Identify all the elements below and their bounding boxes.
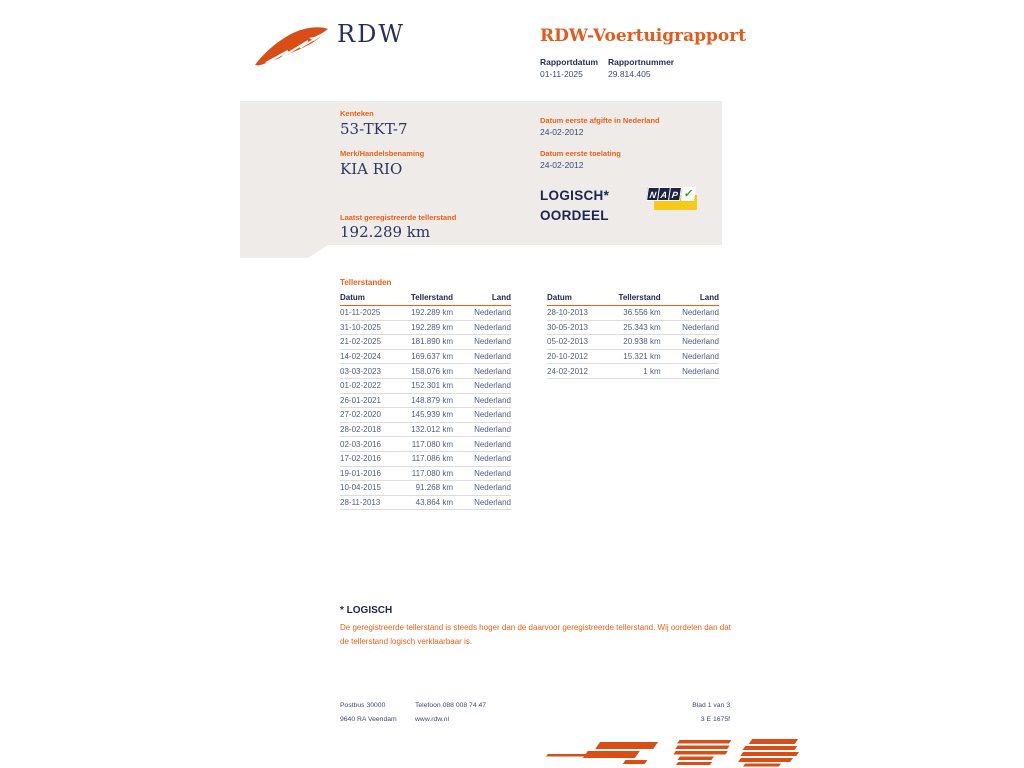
table-cell: 117.086 km	[400, 451, 453, 466]
report-number-value: 29.814.405	[608, 69, 651, 79]
table-cell: 14-02-2024	[340, 349, 400, 364]
table-cell: 28-11-2013	[340, 495, 400, 510]
toelating-value: 24-02-2012	[540, 160, 584, 170]
table-cell: 158.076 km	[400, 364, 453, 379]
table-row	[340, 466, 511, 481]
table-cell: 28-02-2018	[340, 422, 400, 437]
table-cell: Nederland	[453, 320, 511, 335]
table-cell: 152.301 km	[400, 378, 453, 393]
report-number-label: Rapportnummer	[608, 57, 675, 67]
footer-website: www.rdw.nl	[415, 716, 449, 723]
table-cell: 24-02-2012	[547, 364, 607, 379]
table-row	[340, 495, 511, 510]
table-row	[547, 364, 719, 379]
table-row	[547, 349, 719, 364]
table-cell: 30-05-2013	[547, 320, 607, 335]
logisch-heading: * LOGISCH	[340, 605, 393, 616]
table-cell: Nederland	[453, 393, 511, 408]
kenteken-value: 53-TKT-7	[340, 120, 408, 138]
table-cell: 169.637 km	[400, 349, 453, 364]
table-row	[340, 422, 511, 437]
table-row	[340, 437, 511, 452]
table-cell: Nederland	[453, 466, 511, 481]
table-cell: 19-01-2016	[340, 466, 400, 481]
table-row	[547, 306, 719, 321]
col-header-tellerstand: Tellerstand	[607, 291, 660, 306]
table-cell: Nederland	[453, 495, 511, 510]
table-cell: 117.080 km	[400, 437, 453, 452]
table-cell: 145.939 km	[400, 408, 453, 423]
table-row	[340, 364, 511, 379]
table-cell: 03-03-2023	[340, 364, 400, 379]
table-cell: 25.343 km	[607, 320, 660, 335]
table-row	[340, 335, 511, 350]
table-cell: 20.938 km	[607, 335, 660, 350]
tables-title: Tellerstanden	[340, 278, 392, 287]
table-cell: Nederland	[661, 364, 719, 379]
table-cell: 181.890 km	[400, 335, 453, 350]
table-row	[340, 349, 511, 364]
odometer-table-right	[547, 291, 719, 379]
table-row	[547, 320, 719, 335]
table-cell: Nederland	[453, 408, 511, 423]
table-row	[340, 320, 511, 335]
afgifte-value: 24-02-2012	[540, 127, 584, 137]
footer-page-number: Blad 1 van 3	[692, 702, 730, 709]
report-date-label: Rapportdatum	[540, 57, 599, 67]
table-cell: Nederland	[661, 349, 719, 364]
table-cell: 26-01-2021	[340, 393, 400, 408]
col-header-land: Land	[661, 291, 719, 306]
table-cell: Nederland	[661, 320, 719, 335]
table-row	[340, 481, 511, 496]
odometer-table-left	[340, 291, 511, 510]
table-cell: 192.289 km	[400, 306, 453, 321]
table-row	[340, 393, 511, 408]
nap-logo	[647, 186, 699, 213]
table-cell: Nederland	[453, 349, 511, 364]
table-cell: 05-02-2013	[547, 335, 607, 350]
table-cell: 91.268 km	[400, 481, 453, 496]
kenteken-label: Kenteken	[340, 109, 374, 118]
table-cell: 17-02-2016	[340, 451, 400, 466]
afgifte-label: Datum eerste afgifte in Nederland	[540, 116, 660, 125]
logisch-explanation: De geregistreerde tellerstand is steeds hoger dan de daarvoor geregistreerde tellerstand. Wij oordelen dan dat de tellerstand logisch verklaarbaar is.	[340, 623, 731, 646]
table-header-row	[547, 291, 719, 306]
footer-phone: Telefoon 088 008 74 47	[415, 702, 487, 709]
oordeel-line2: OORDEEL	[540, 208, 609, 223]
table-cell: Nederland	[453, 437, 511, 452]
table-row	[340, 451, 511, 466]
table-cell: Nederland	[453, 378, 511, 393]
table-cell: Nederland	[453, 422, 511, 437]
rdw-logo-icon	[252, 24, 334, 68]
merk-value: KIA RIO	[340, 160, 403, 178]
footer-form-code: 3 E 1675f	[700, 716, 730, 723]
oordeel-line1: LOGISCH*	[540, 188, 610, 203]
table-cell: 01-11-2025	[340, 306, 400, 321]
table-cell: 192.289 km	[400, 320, 453, 335]
rdw-wordmark: RDW	[337, 20, 405, 48]
page-title: RDW-Voertuigrapport	[540, 26, 747, 46]
tellerstand-value: 192.289 km	[340, 223, 431, 241]
footer-address-line1: Postbus 30000	[340, 702, 386, 709]
table-cell: 132.012 km	[400, 422, 453, 437]
table-header-row	[340, 291, 511, 306]
table-cell: Nederland	[661, 306, 719, 321]
table-cell: Nederland	[453, 364, 511, 379]
table-cell: 43.864 km	[400, 495, 453, 510]
table-row	[547, 335, 719, 350]
table-cell: 15.321 km	[607, 349, 660, 364]
table-cell: 20-10-2012	[547, 349, 607, 364]
report-date-value: 01-11-2025	[540, 69, 583, 79]
col-header-datum: Datum	[340, 291, 400, 306]
tellerstand-label: Laatst geregistreerde tellerstand	[340, 213, 457, 222]
table-cell: Nederland	[453, 306, 511, 321]
table-cell: Nederland	[453, 335, 511, 350]
table-cell: 27-02-2020	[340, 408, 400, 423]
oordeel-text	[540, 186, 609, 226]
col-header-datum: Datum	[547, 291, 607, 306]
table-cell: 1 km	[607, 364, 660, 379]
toelating-label: Datum eerste toelating	[540, 149, 621, 158]
footer-address-line2: 9640 RA Veendam	[340, 716, 397, 723]
table-row	[340, 306, 511, 321]
table-cell: Nederland	[453, 451, 511, 466]
table-cell: 36.556 km	[607, 306, 660, 321]
table-cell: 31-10-2025	[340, 320, 400, 335]
table-cell: 01-02-2022	[340, 378, 400, 393]
table-cell: 117.080 km	[400, 466, 453, 481]
table-cell: 21-02-2025	[340, 335, 400, 350]
nap-check-icon: ✓	[681, 187, 696, 201]
table-cell: 02-03-2016	[340, 437, 400, 452]
col-header-land: Land	[453, 291, 511, 306]
table-cell: 148.879 km	[400, 393, 453, 408]
col-header-tellerstand: Tellerstand	[400, 291, 453, 306]
nap-letter-a: A	[657, 187, 671, 201]
nap-letter-n: N	[646, 187, 660, 201]
merk-label: Merk/Handelsbenaming	[340, 149, 425, 158]
table-row	[340, 378, 511, 393]
table-row	[340, 408, 511, 423]
table-cell: 28-10-2013	[547, 306, 607, 321]
rdw-stripes-graphic	[543, 735, 805, 768]
table-cell: 10-04-2015	[340, 481, 400, 496]
table-cell: Nederland	[453, 481, 511, 496]
table-cell: Nederland	[661, 335, 719, 350]
nap-letter-p: P	[668, 187, 682, 201]
